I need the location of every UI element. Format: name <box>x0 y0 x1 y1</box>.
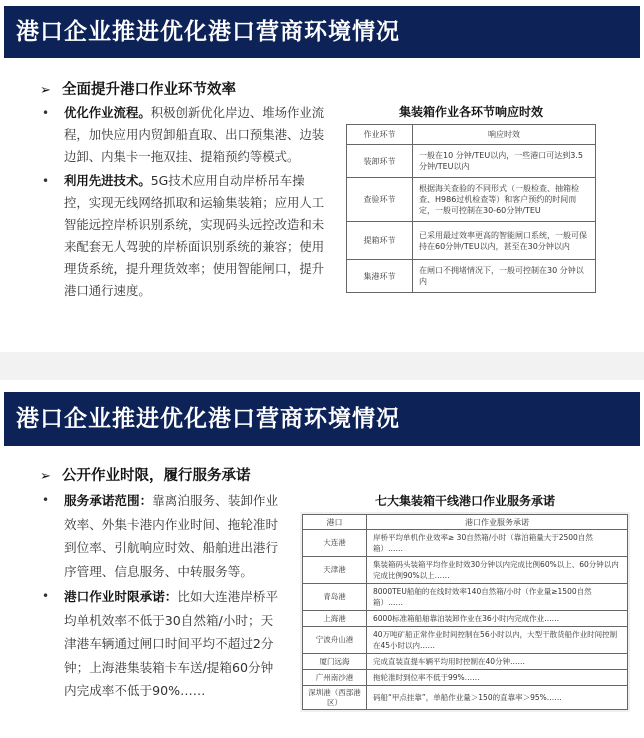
table-cell-stage: 集港环节 <box>347 260 413 293</box>
table-header-cell: 响应时效 <box>413 125 596 145</box>
table-cell-timing: 根据海关查验的不同形式（一般检查、抽箱检查、H986过机检查等）和客户预约的时间而定，一般可控制在30-60分钟/TEU <box>413 178 596 222</box>
table-row <box>347 145 596 178</box>
table-cell-port: 大连港 <box>303 530 367 557</box>
arrow-bullet-icon: ➢ <box>40 83 51 98</box>
table-header-cell: 港口 <box>303 515 367 530</box>
bullet-item <box>40 102 328 168</box>
response-time-table <box>346 124 596 293</box>
table-row <box>347 222 596 260</box>
table-header-cell: 港口作业服务承诺 <box>367 515 628 530</box>
table-row <box>347 178 596 222</box>
table-cell-port: 深圳港（西部港区） <box>303 686 367 710</box>
bullet-item <box>40 585 280 703</box>
table-cell-commitment: 拖轮准时到位率不低于99%…… <box>367 670 628 686</box>
bullet-lead: 优化作业流程。 <box>64 105 151 120</box>
bullet-dot-icon: • <box>42 174 50 188</box>
table-row <box>303 584 628 611</box>
table-row <box>303 686 628 710</box>
bullet-text: 5G技术应用自动岸桥吊车操控，实现无线网络抓取和运输集装箱；应用人工智能远控岸桥识别系统，实现码头远控改造和未来配套无人驾驶的岸桥面识别系统的兼容；使用理货系统，提升理货效率；使用智能闸口，提升港口通行速度。 <box>64 173 325 298</box>
slide-2-banner-title: 港口企业推进优化港口营商环境情况 <box>4 392 640 446</box>
slide-2-section-title: 公开作业时限，履行服务承诺 <box>62 468 251 484</box>
table-cell-commitment: 码船“甲点挂靠”，单船作业量＞150的直靠率＞95%…… <box>367 686 628 710</box>
table-cell-port: 天津港 <box>303 557 367 584</box>
table-header-row <box>303 515 628 530</box>
slide-1-bullet-list <box>40 102 328 304</box>
table-row <box>303 670 628 686</box>
bullet-text: 积极创新优化岸边、堆场作业流程，加快应用内贸卸船直取、出口预集港、边装边卸、内集卡一拖双挂、提箱预约等模式。 <box>64 105 325 164</box>
table-cell-commitment: 完成直装直提车辆平均用时控制在40分钟…… <box>367 654 628 670</box>
bullet-text: 比如大连港岸桥平均单机效率不低于30自然箱/小时；天津港车辆通过闸口时间平均不超过2分钟；上海港集装箱卡车送/提箱60分钟内完成率不低于90%…… <box>64 589 279 698</box>
table-cell-port: 广州南沙港 <box>303 670 367 686</box>
table-header-row <box>347 125 596 145</box>
table-row <box>303 557 628 584</box>
table-cell-stage: 查验环节 <box>347 178 413 222</box>
table-cell-port: 上海港 <box>303 611 367 627</box>
bullet-item <box>40 489 280 583</box>
bullet-dot-icon: • <box>42 589 50 603</box>
table-row <box>303 627 628 654</box>
table-cell-commitment: 40万吨矿船正常作业时间控制在56小时以内，大型干散货船作业时间控制在45小时以内…… <box>367 627 628 654</box>
bullet-lead: 服务承诺范围： <box>64 493 153 508</box>
table-cell-commitment: 8000TEU船舶的在线时效率140自然箱/小时（作业量≥1500自然箱）…… <box>367 584 628 611</box>
table-row <box>303 654 628 670</box>
table-header-cell: 作业环节 <box>347 125 413 145</box>
table-cell-port: 青岛港 <box>303 584 367 611</box>
bullet-dot-icon: • <box>42 106 50 120</box>
table-cell-port: 厦门远海 <box>303 654 367 670</box>
bullet-dot-icon: • <box>42 493 50 507</box>
slide-1-banner-title: 港口企业推进优化港口营商环境情况 <box>4 6 640 58</box>
table-row <box>303 611 628 627</box>
table-cell-commitment: 6000标准箱船舶靠泊装卸作业在36小时内完成作业…… <box>367 611 628 627</box>
table-cell-timing: 一般在10 分钟/TEU以内，一些港口可达到3.5分钟/TEU以内 <box>413 145 596 178</box>
bullet-item <box>40 170 328 302</box>
slide-2-table-title: 七大集装箱干线港口作业服务承诺 <box>374 494 555 508</box>
table-cell-stage: 装卸环节 <box>347 145 413 178</box>
table-cell-commitment: 岸桥平均单机作业效率≥ 30自然箱/小时（靠泊箱量大于2500自然箱）…… <box>367 530 628 557</box>
table-row <box>303 530 628 557</box>
bullet-text: 靠离泊服务、装卸作业效率、外集卡港内作业时间、拖轮准时到位率、引航响应时效、船舶进出港行序管理、信息服务、中转服务等。 <box>64 493 279 579</box>
bullet-lead: 港口作业时限承诺： <box>64 589 178 604</box>
slide-2-section-heading <box>40 464 251 485</box>
slide-2-bullet-list <box>40 489 280 705</box>
table-cell-timing: 已采用最过效率更高的智能闸口系统，一般可保持在60分钟/TEU以内，甚至在30分钟以内 <box>413 222 596 260</box>
table-cell-commitment: 集装箱码头装箱平均作业时效30分钟以内完成比例60%以上、60分钟以内完成比例90%以上…… <box>367 557 628 584</box>
table-cell-timing: 在闸口不拥堵情况下，一般可控制在30 分钟以内 <box>413 260 596 293</box>
table-row <box>347 260 596 293</box>
slide-1-table-title: 集装箱作业各环节响应时效 <box>398 105 543 119</box>
slide-1-section-heading <box>40 78 236 99</box>
bullet-lead: 利用先进技术。 <box>64 173 151 188</box>
service-commitment-table <box>302 514 628 710</box>
slide-1-section-title: 全面提升港口作业环节效率 <box>62 82 236 98</box>
table-cell-stage: 提箱环节 <box>347 222 413 260</box>
slide-1 <box>0 0 644 352</box>
slide-separator <box>0 352 644 380</box>
arrow-bullet-icon: ➢ <box>40 469 51 484</box>
table-cell-port: 宁波舟山港 <box>303 627 367 654</box>
